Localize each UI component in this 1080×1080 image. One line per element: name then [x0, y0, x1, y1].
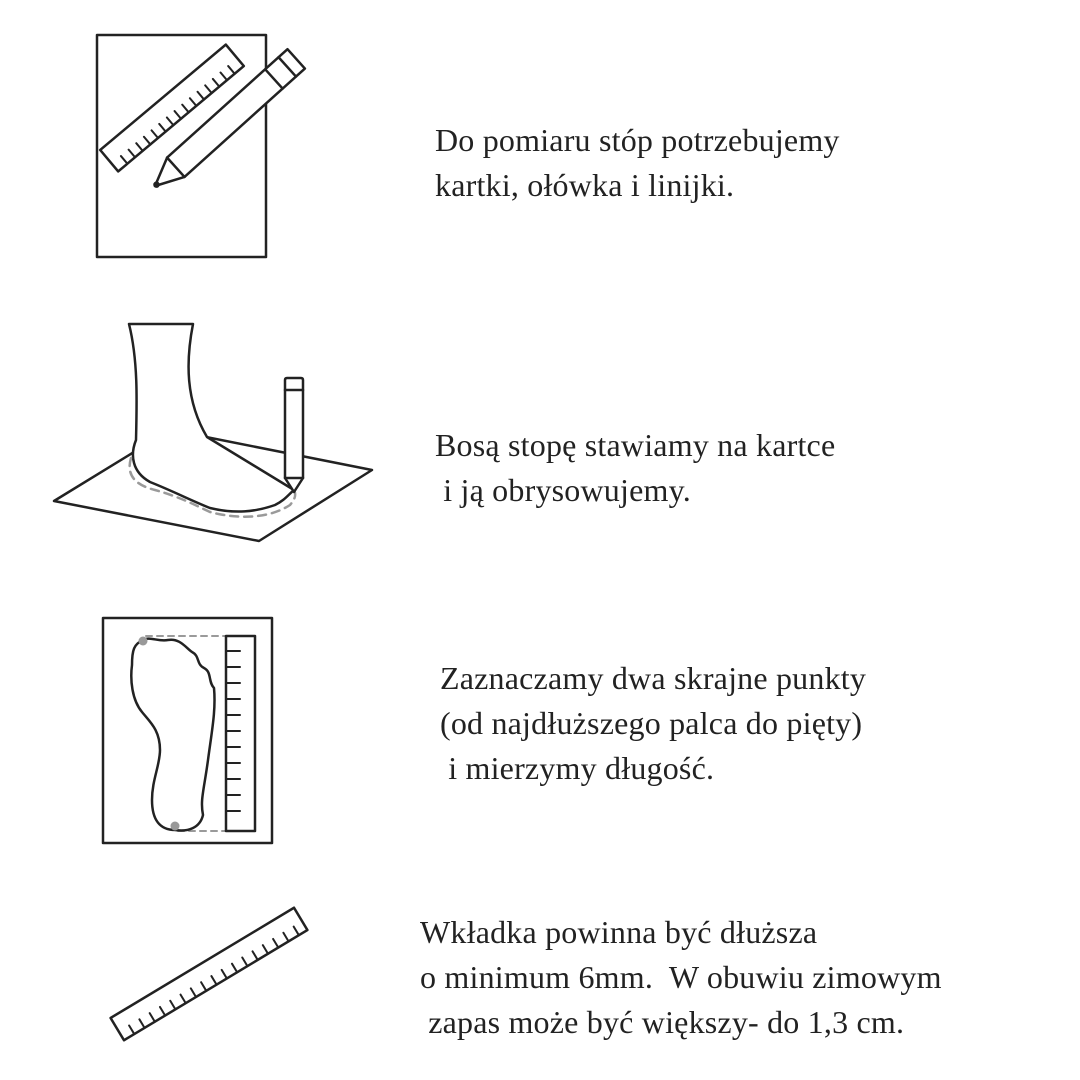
- text-line: o minimum 6mm. W obuwiu zimowym: [420, 959, 942, 995]
- text-line: Bosą stopę stawiamy na kartce: [435, 427, 836, 463]
- footprint-measure-icon: [103, 618, 272, 843]
- text-line: kartki, ołówka i linijki.: [435, 167, 735, 203]
- text-line: Do pomiaru stóp potrzebujemy: [435, 122, 840, 158]
- step-3-text: [440, 656, 866, 791]
- foot-outline: [129, 324, 294, 512]
- text-line: i ją obrysowujemy.: [435, 472, 691, 508]
- step-1-text: [435, 118, 840, 208]
- text-line: zapas może być większy- do 1,3 cm.: [420, 1004, 905, 1040]
- toe-point: [139, 637, 148, 646]
- text-line: Zaznaczamy dwa skrajne punkty: [440, 660, 867, 696]
- ruler-icon: [111, 908, 308, 1041]
- text-line: i mierzymy długość.: [440, 750, 715, 786]
- step-4-text: [420, 910, 942, 1045]
- ruler: [226, 636, 255, 831]
- text-line: (od najdłuższego palca do pięty): [440, 705, 863, 741]
- step-2-text: [435, 423, 835, 513]
- text-line: Wkładka powinna być dłuższa: [420, 914, 818, 950]
- heel-point: [171, 822, 180, 831]
- pencil: [285, 378, 303, 492]
- foot-tracing-icon: [54, 324, 372, 541]
- paper-ruler-pencil-icon: [97, 35, 305, 257]
